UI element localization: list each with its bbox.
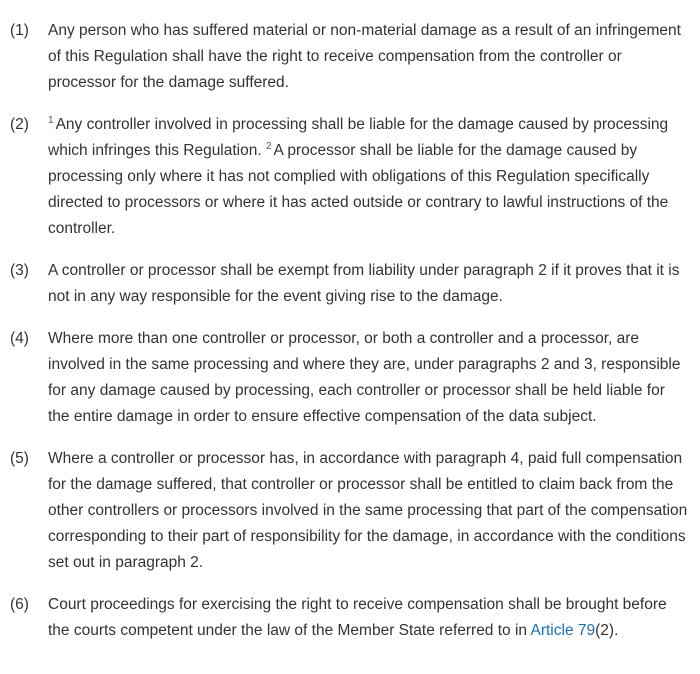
paragraph-text: A controller or processor shall be exempt from liability under paragraph 2 if it proves that it is not in any way responsible for the event giving rise to the damage. xyxy=(48,262,680,305)
paragraph-number: (4) xyxy=(10,330,29,347)
article-79-link[interactable]: Article 79 xyxy=(530,622,596,639)
paragraph-2 xyxy=(10,112,688,242)
paragraph-6 xyxy=(10,592,688,644)
paragraph-text: Where a controller or processor has, in accordance with paragraph 4, paid full compensation for the damage suffered, that controller or processor shall be entitled to claim back from the other controllers or processors involved in the same processing that part of the compensation corresponding to their part of responsibility for the damage, in accordance with the conditions set out in paragraph 2. xyxy=(48,450,688,571)
paragraph-5 xyxy=(10,446,688,576)
paragraph-number: (1) xyxy=(10,22,29,39)
paragraph-1 xyxy=(10,18,688,96)
paragraph-text: Any person who has suffered material or non-material damage as a result of an infringement of this Regulation shall have the right to receive compensation from the controller or processor for the damage suffered. xyxy=(48,22,681,91)
paragraph-number: (6) xyxy=(10,596,29,613)
sentence-number-1: 1 xyxy=(48,115,54,126)
paragraph-number: (2) xyxy=(10,116,29,133)
sentence-2: A processor shall be liable for the damage caused by processing only where it has not complied with obligations of this Regulation specifically directed to processors or where it has acted outside or contrary to lawful instructions of the controller. xyxy=(48,142,669,237)
paragraph-text xyxy=(48,112,688,242)
sentence-1: Any controller involved in processing shall be liable for the damage caused by processing which infringes this Regulation. xyxy=(48,116,669,159)
paragraph-3 xyxy=(10,258,688,310)
paragraph-text xyxy=(48,592,688,644)
paragraph-4 xyxy=(10,326,688,430)
text-after-link: (2). xyxy=(595,622,619,639)
sentence-number-2: 2 xyxy=(265,141,272,152)
paragraph-number: (5) xyxy=(10,450,29,467)
paragraph-text: Where more than one controller or processor, or both a controller and a processor, are involved in the same processing and where they are, under paragraphs 2 and 3, responsible for any damage caused by processing, each controller or processor shall be held liable for the entire damage in order to ensure effective compensation of the data subject. xyxy=(48,330,681,425)
text-before-link: Court proceedings for exercising the right to receive compensation shall be brought before the courts competent under the law of the Member State referred to in xyxy=(48,596,667,639)
paragraph-number: (3) xyxy=(10,262,29,279)
